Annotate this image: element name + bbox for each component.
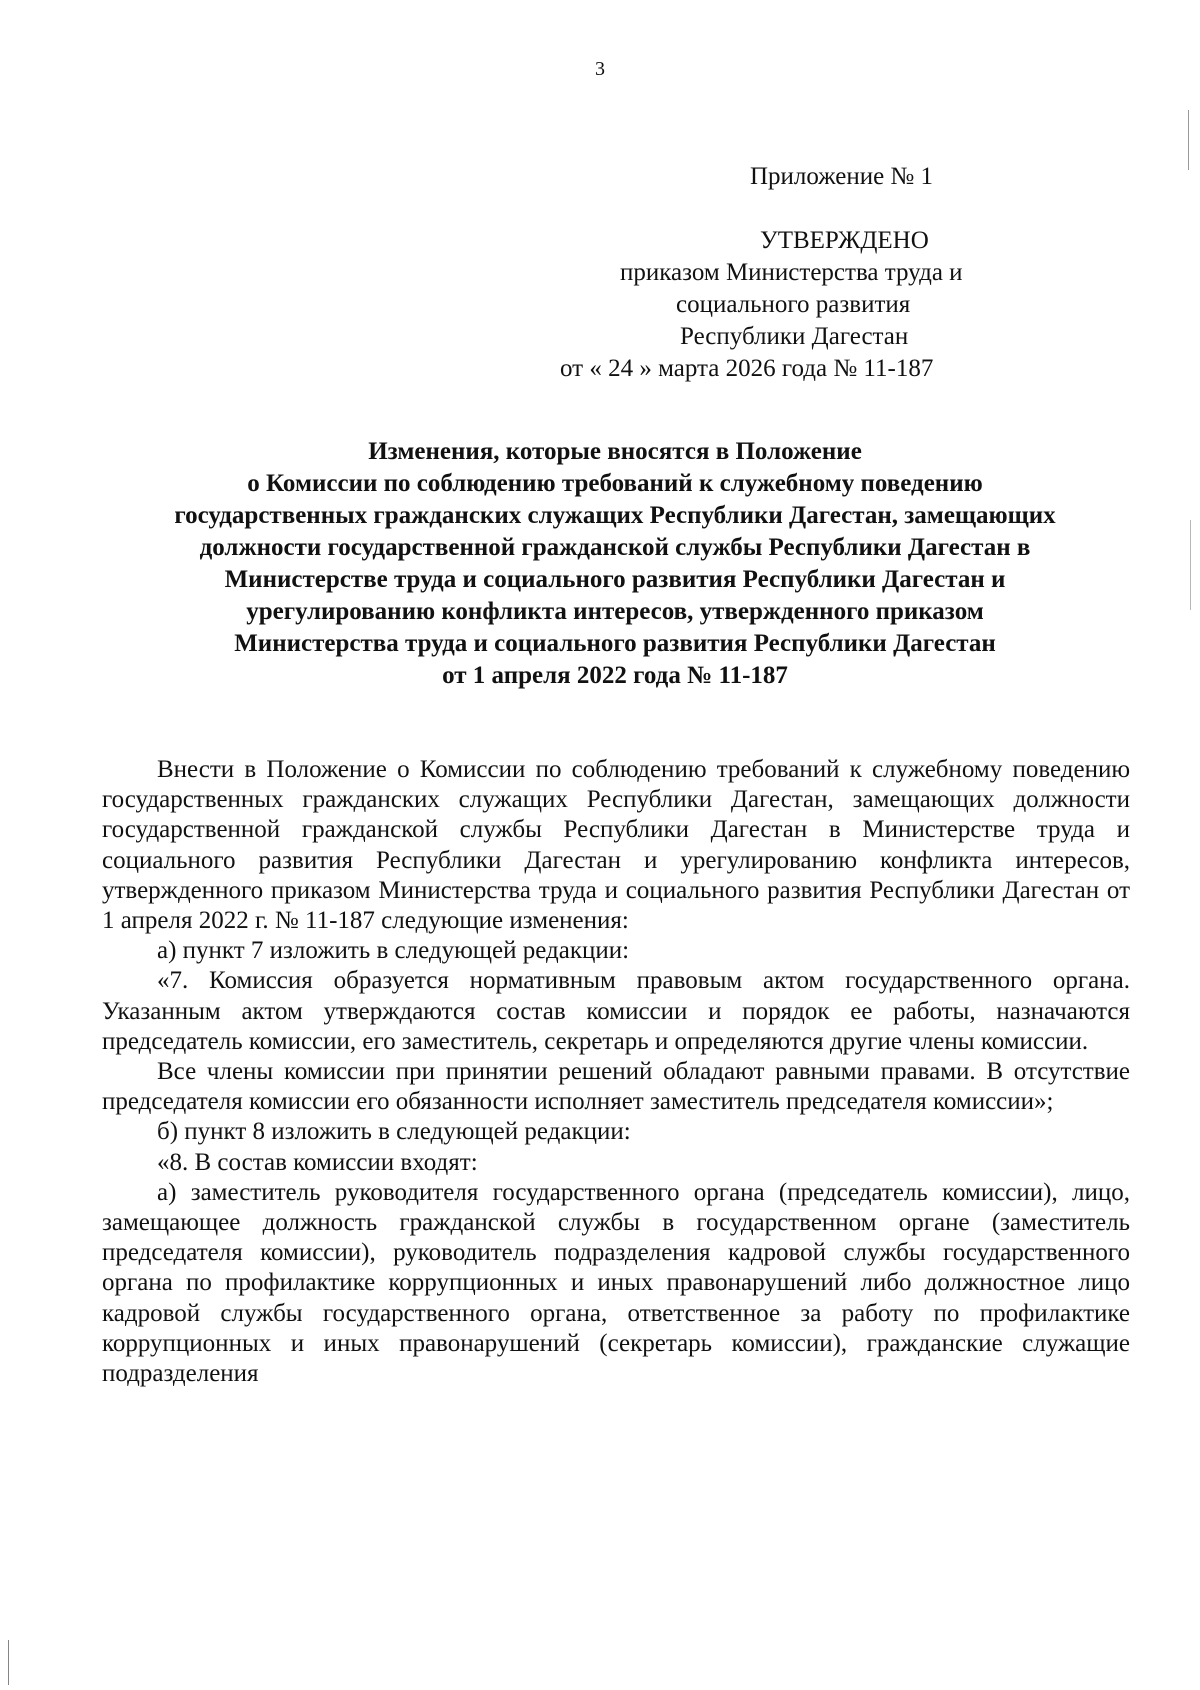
scan-artifact xyxy=(1188,110,1189,170)
body-paragraph: «7. Комиссия образуется нормативным правовым актом государственного органа. Указанным актом утверждаются состав комиссии и порядок ее работы, назначаются председатель комиссии, его заместитель, секретарь и определяются другие члены комиссии. xyxy=(102,967,1130,1055)
scan-artifact xyxy=(1190,520,1191,610)
approval-line: Республики Дагестан xyxy=(680,323,909,350)
title-line: Министерства труда и социального развития Республики Дагестан xyxy=(234,630,996,657)
document-body xyxy=(102,755,1130,1389)
page-number: 3 xyxy=(595,58,605,80)
title-line: от 1 апреля 2022 года № 11-187 xyxy=(442,662,788,689)
approval-line: приказом Министерства труда и xyxy=(620,259,963,286)
appendix-label: Приложение № 1 xyxy=(750,163,934,190)
title-line: урегулированию конфликта интересов, утвержденного приказом xyxy=(246,598,984,625)
body-paragraph: Внести в Положение о Комиссии по соблюдению требований к служебному поведению государственных гражданских служащих Республики Дагестан, замещающих должности государственной гражданской службы Республики Дагестан в Министерстве труда и социального развития Республики Дагестан и урегулированию конфликта интересов, утвержденного приказом Министерства труда и социального развития Республики Дагестан от 1 апреля 2022 г. № 11-187 следующие изменения: xyxy=(102,756,1130,935)
approval-line: от « 24 » марта 2026 года № 11-187 xyxy=(560,355,934,382)
title-line: должности государственной гражданской службы Республики Дагестан в xyxy=(199,534,1031,561)
document-title xyxy=(100,436,1130,692)
title-line: о Комиссии по соблюдению требований к служебному поведению xyxy=(247,470,983,497)
title-line: Министерстве труда и социального развития Республики Дагестан и xyxy=(224,566,1006,593)
body-paragraph: а) заместитель руководителя государственного органа (председатель комиссии), лицо, замещающее должность гражданской службы в государственном органе (заместитель председателя комиссии), руководитель подразделения кадровой службы государственного органа по профилактике коррупционных и иных правонарушений либо должностное лицо кадровой службы государственного органа, ответственное за работу по профилактике коррупционных и иных правонарушений (секретарь комиссии), гражданские служащие подразделения xyxy=(102,1178,1130,1388)
title-line: Изменения, которые вносятся в Положение xyxy=(368,438,862,465)
body-paragraph: б) пункт 8 изложить в следующей редакции: xyxy=(157,1118,631,1146)
body-paragraph: «8. В состав комиссии входят: xyxy=(157,1148,478,1176)
body-paragraph: Все члены комиссии при принятии решений обладают равными правами. В отсутствие председателя комиссии его обязанности исполняет заместитель председателя комиссии»; xyxy=(102,1058,1130,1116)
approval-line: социального развития xyxy=(676,291,911,318)
body-paragraph: а) пункт 7 изложить в следующей редакции: xyxy=(157,937,630,965)
title-line: государственных гражданских служащих Республики Дагестан, замещающих xyxy=(174,502,1056,529)
scan-artifact xyxy=(8,1640,9,1685)
approved-stamp-label: УТВЕРЖДЕНО xyxy=(760,227,929,254)
